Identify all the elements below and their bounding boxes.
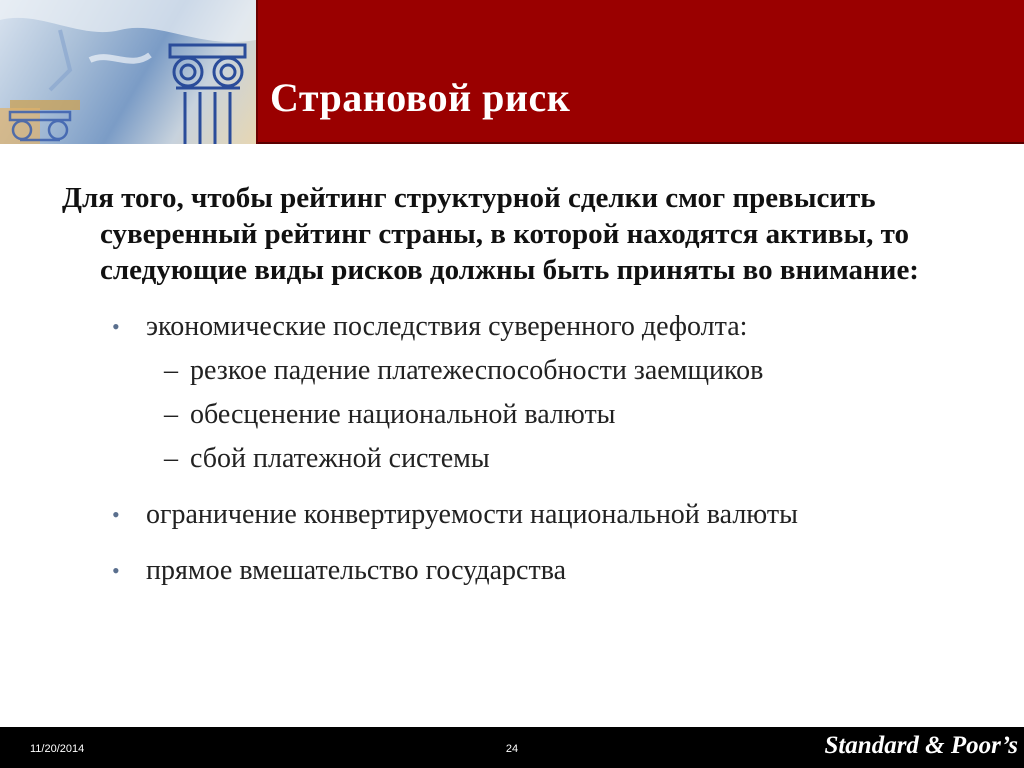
slide-footer <box>0 727 1024 768</box>
intro-paragraph: Для того, чтобы рейтинг структурной сделки смог превысить суверенный рейтинг страны, в которой находятся активы, то следующие виды рисков должны быть приняты во внимание: <box>62 182 919 286</box>
risk-sub-item <box>146 398 992 432</box>
slide-title: Страновой риск <box>270 75 571 120</box>
risk-sub-item-text: сбой платежной системы <box>190 443 490 474</box>
risk-item-text: экономические последствия суверенного дефолта: <box>146 311 748 342</box>
dash-icon: – <box>164 355 178 386</box>
header-columns-image <box>0 0 256 144</box>
risk-sub-item <box>146 354 992 388</box>
risk-sub-list <box>146 354 992 476</box>
bullet-icon: • <box>112 502 120 527</box>
bullet-icon: • <box>112 314 120 339</box>
bullet-icon: • <box>112 558 120 583</box>
page-number: 24 <box>505 743 519 755</box>
slide-header <box>0 0 1024 144</box>
risk-sub-item-text: резкое падение платежеспособности заемщиков <box>190 355 764 386</box>
risk-sub-item <box>146 442 992 476</box>
classical-columns-picture <box>0 0 256 144</box>
risk-item-text: ограничение конвертируемости национальной валюты <box>146 499 798 530</box>
risk-item <box>62 310 992 476</box>
risk-item <box>62 554 992 588</box>
dash-icon: – <box>164 443 178 474</box>
risk-list <box>62 310 992 588</box>
risk-sub-item-text: обесценение национальной валюты <box>190 399 616 430</box>
risk-item <box>62 498 992 532</box>
title-bar <box>258 0 1024 144</box>
footer-date: 11/20/2014 <box>30 743 85 755</box>
risk-item-text: прямое вмешательство государства <box>146 555 566 586</box>
dash-icon: – <box>164 399 178 430</box>
brand-logo: Standard & Poor’s <box>824 732 1018 759</box>
slide-body <box>62 180 992 610</box>
